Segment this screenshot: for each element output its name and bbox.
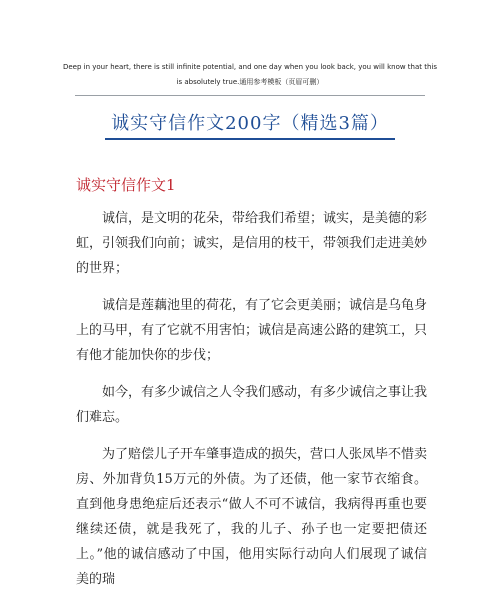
paragraph: 如今，有多少诚信之人令我们感动，有多少诚信之事让我们难忘。 [76, 385, 428, 425]
document-title-text: 诚实守信作文200字（精选3篇） [105, 110, 395, 140]
page-header [60, 60, 440, 90]
paragraph: 诚信，是文明的花朵，带给我们希望；诚实，是美德的彩虹，引领我们向前；诚实，是信用的枝干，带领我们走进美妙的世界； [76, 211, 428, 276]
header-divider [75, 95, 425, 96]
document-title [0, 110, 500, 140]
header-english-quote: Deep in your heart, there is still infinite potential, and one day when you look back, you will know that this is absolutely true. [62, 63, 438, 86]
section-heading: 诚实守信作文1 [76, 176, 176, 194]
essay-body [76, 206, 427, 604]
paragraph: 为了赔偿儿子开车肇事造成的损失，营口人张凤毕不惜卖房、外加背负15万元的外债。为了还债，他一家节衣缩食。直到他身患绝症后还表示“做人不可不诚信，我病得再重也要继续还债，就是我死了，我的儿子、孙子也一定要把债还上。”他的诚信感动了中国，他用实际行动向人们展现了诚信美的瑞 [76, 447, 428, 587]
header-template-note: 通用参考模板（页眉可删） [239, 78, 324, 86]
paragraph: 诚信是莲藕池里的荷花，有了它会更美丽；诚信是乌龟身上的马甲，有了它就不用害怕；诚信是高速公路的建筑工，只有他才能加快你的步伐； [76, 298, 428, 363]
